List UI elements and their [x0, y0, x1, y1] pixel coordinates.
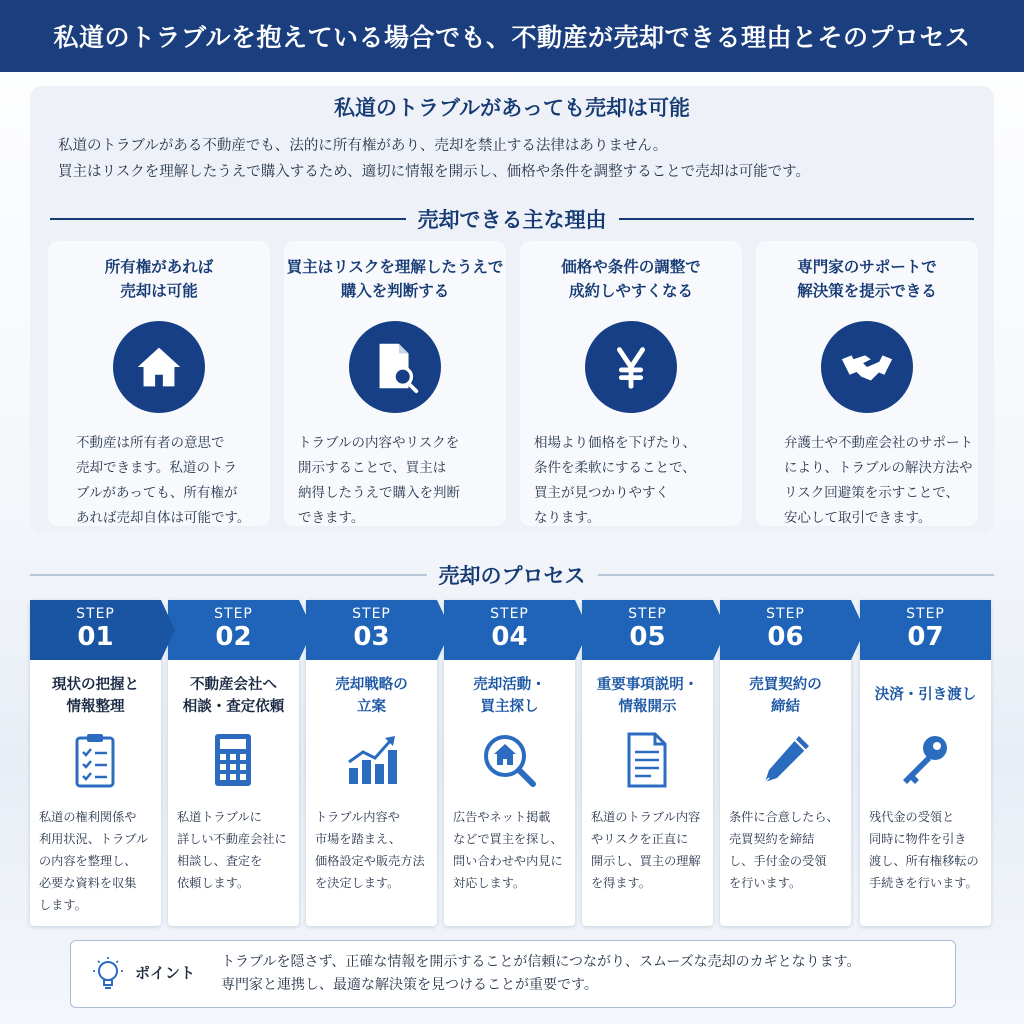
step-number: 06	[767, 622, 804, 652]
process-heading	[30, 560, 994, 590]
lightbulb-icon	[91, 955, 125, 993]
step-title: 不動産会社へ 相談・査定依頼	[182, 677, 285, 715]
step-body: 私道トラブルに 詳しい不動産会社に 相談し、査定を 依頼します。	[177, 810, 287, 890]
page-title: 私道のトラブルを抱えている場合でも、不動産が売却できる理由とそのプロセス	[53, 23, 971, 52]
reason-body: 相場より価格を下げたり、 条件を柔軟にすることで、 買主が見つかりやすく なります。	[534, 435, 696, 526]
step-word: STEP	[490, 606, 529, 622]
point-line-2: 専門家と連携し、最適な解決策を見つけることが重要です。	[221, 977, 598, 993]
reason-card-expert-support	[756, 241, 978, 526]
pen-icon	[755, 730, 815, 790]
step-header	[720, 600, 851, 660]
step-title: 売買契約の 締結	[749, 677, 822, 715]
step-title: 重要事項説明・ 情報開示	[596, 677, 699, 715]
divider-line	[598, 574, 995, 576]
divider-line	[30, 574, 427, 576]
step-title: 現状の把握と 情報整理	[52, 677, 139, 715]
point-line-1: トラブルを隠さず、正確な情報を開示することが信頼につながり、スムーズな売却のカギとなります。	[221, 954, 861, 970]
growth-chart-icon	[341, 730, 401, 790]
step-number: 07	[907, 622, 944, 652]
point-callout	[70, 940, 956, 1008]
yen-icon	[585, 321, 677, 413]
step-body: 私道の権利関係や 利用状況、トラブル の内容を整理し、 必要な資料を収集 します。	[39, 810, 149, 912]
step-card-03	[306, 600, 437, 926]
step-number: 03	[353, 622, 390, 652]
document-search-icon	[349, 321, 441, 413]
step-arrow	[575, 600, 589, 660]
key-icon	[895, 730, 955, 790]
step-arrow	[851, 600, 865, 660]
step-card-04	[444, 600, 575, 926]
step-card-06	[720, 600, 851, 926]
step-word: STEP	[766, 606, 805, 622]
document-icon	[617, 730, 677, 790]
reasons-heading	[50, 204, 974, 234]
point-text	[221, 951, 861, 997]
section-title-possible: 私道のトラブルがあっても売却は可能	[334, 96, 690, 120]
step-card-07	[860, 600, 991, 926]
step-word: STEP	[906, 606, 945, 622]
step-card-02	[168, 600, 299, 926]
calculator-icon	[203, 730, 263, 790]
step-body: 残代金の受領と 同時に物件を引き 渡し、所有権移転の 手続きを行います。	[869, 810, 979, 890]
reasons-panel	[30, 86, 994, 532]
step-number: 04	[491, 622, 528, 652]
step-arrow	[713, 600, 727, 660]
step-body: 私道のトラブル内容 やリスクを正直に 開示し、買主の理解 を得ます。	[591, 810, 701, 890]
top-banner	[0, 0, 1024, 72]
reason-body: 不動産は所有者の意思で 売却できます。私道のトラ ブルがあっても、所有権が あれば売却自体は可能です。	[76, 435, 251, 526]
step-word: STEP	[628, 606, 667, 622]
intro-line-2: 買主はリスクを理解したうえで購入するため、適切に情報を開示し、価格や条件を調整することで売却は可能です。	[58, 164, 810, 180]
reason-title: 価格や条件の調整で 成約しやすくなる	[561, 258, 701, 300]
step-word: STEP	[214, 606, 253, 622]
step-title: 売却活動・ 買主探し	[473, 677, 546, 715]
step-card-01	[30, 600, 161, 926]
step-number: 01	[77, 622, 114, 652]
step-header	[30, 600, 161, 660]
reason-title: 専門家のサポートで 解決策を提示できる	[797, 258, 937, 300]
step-body: 条件に合意したら、 売買契約を締結 し、手付金の受領 を行います。	[729, 810, 839, 890]
step-header	[444, 600, 575, 660]
step-header	[860, 600, 991, 660]
step-body: 広告やネット掲載 などで買主を探し、 問い合わせや内見に 対応します。	[453, 810, 563, 890]
reason-card-price-adjust	[520, 241, 742, 526]
house-search-icon	[479, 730, 539, 790]
step-body: トラブル内容や 市場を踏まえ、 価格設定や販売方法 を決定します。	[315, 810, 425, 890]
step-number: 02	[215, 622, 252, 652]
step-arrow	[161, 600, 175, 660]
reason-title: 所有権があれば 売却は可能	[104, 258, 214, 300]
step-arrow	[437, 600, 451, 660]
reason-body: トラブルの内容やリスクを 開示することで、買主は 納得したうえで購入を判断 できます。	[298, 435, 460, 526]
process-heading-text: 売却のプロセス	[438, 564, 586, 588]
intro-line-1: 私道のトラブルがある不動産でも、法的に所有権があり、売却を禁止する法律はありません。	[58, 138, 668, 154]
step-header	[306, 600, 437, 660]
reason-card-ownership	[48, 241, 270, 526]
step-header	[168, 600, 299, 660]
step-word: STEP	[76, 606, 115, 622]
reason-body: 弁護士や不動産会社のサポート により、トラブルの解決方法や リスク回避策を示すことで、 安心して取引できます。	[784, 435, 973, 526]
step-arrow	[299, 600, 313, 660]
reason-card-buyer-risk	[284, 241, 506, 526]
point-label: ポイント	[135, 964, 196, 982]
divider-line	[619, 218, 975, 220]
step-card-05	[582, 600, 713, 926]
handshake-icon	[821, 321, 913, 413]
house-icon	[113, 321, 205, 413]
step-header	[582, 600, 713, 660]
step-word: STEP	[352, 606, 391, 622]
step-title: 売却戦略の 立案	[335, 677, 408, 715]
clipboard-checklist-icon	[65, 730, 125, 790]
step-title: 決済・引き渡し	[874, 687, 977, 703]
reason-title: 買主はリスクを理解したうえで 購入を判断する	[286, 258, 504, 300]
reasons-heading-text: 売却できる主な理由	[417, 208, 607, 232]
divider-line	[50, 218, 406, 220]
step-number: 05	[629, 622, 666, 652]
